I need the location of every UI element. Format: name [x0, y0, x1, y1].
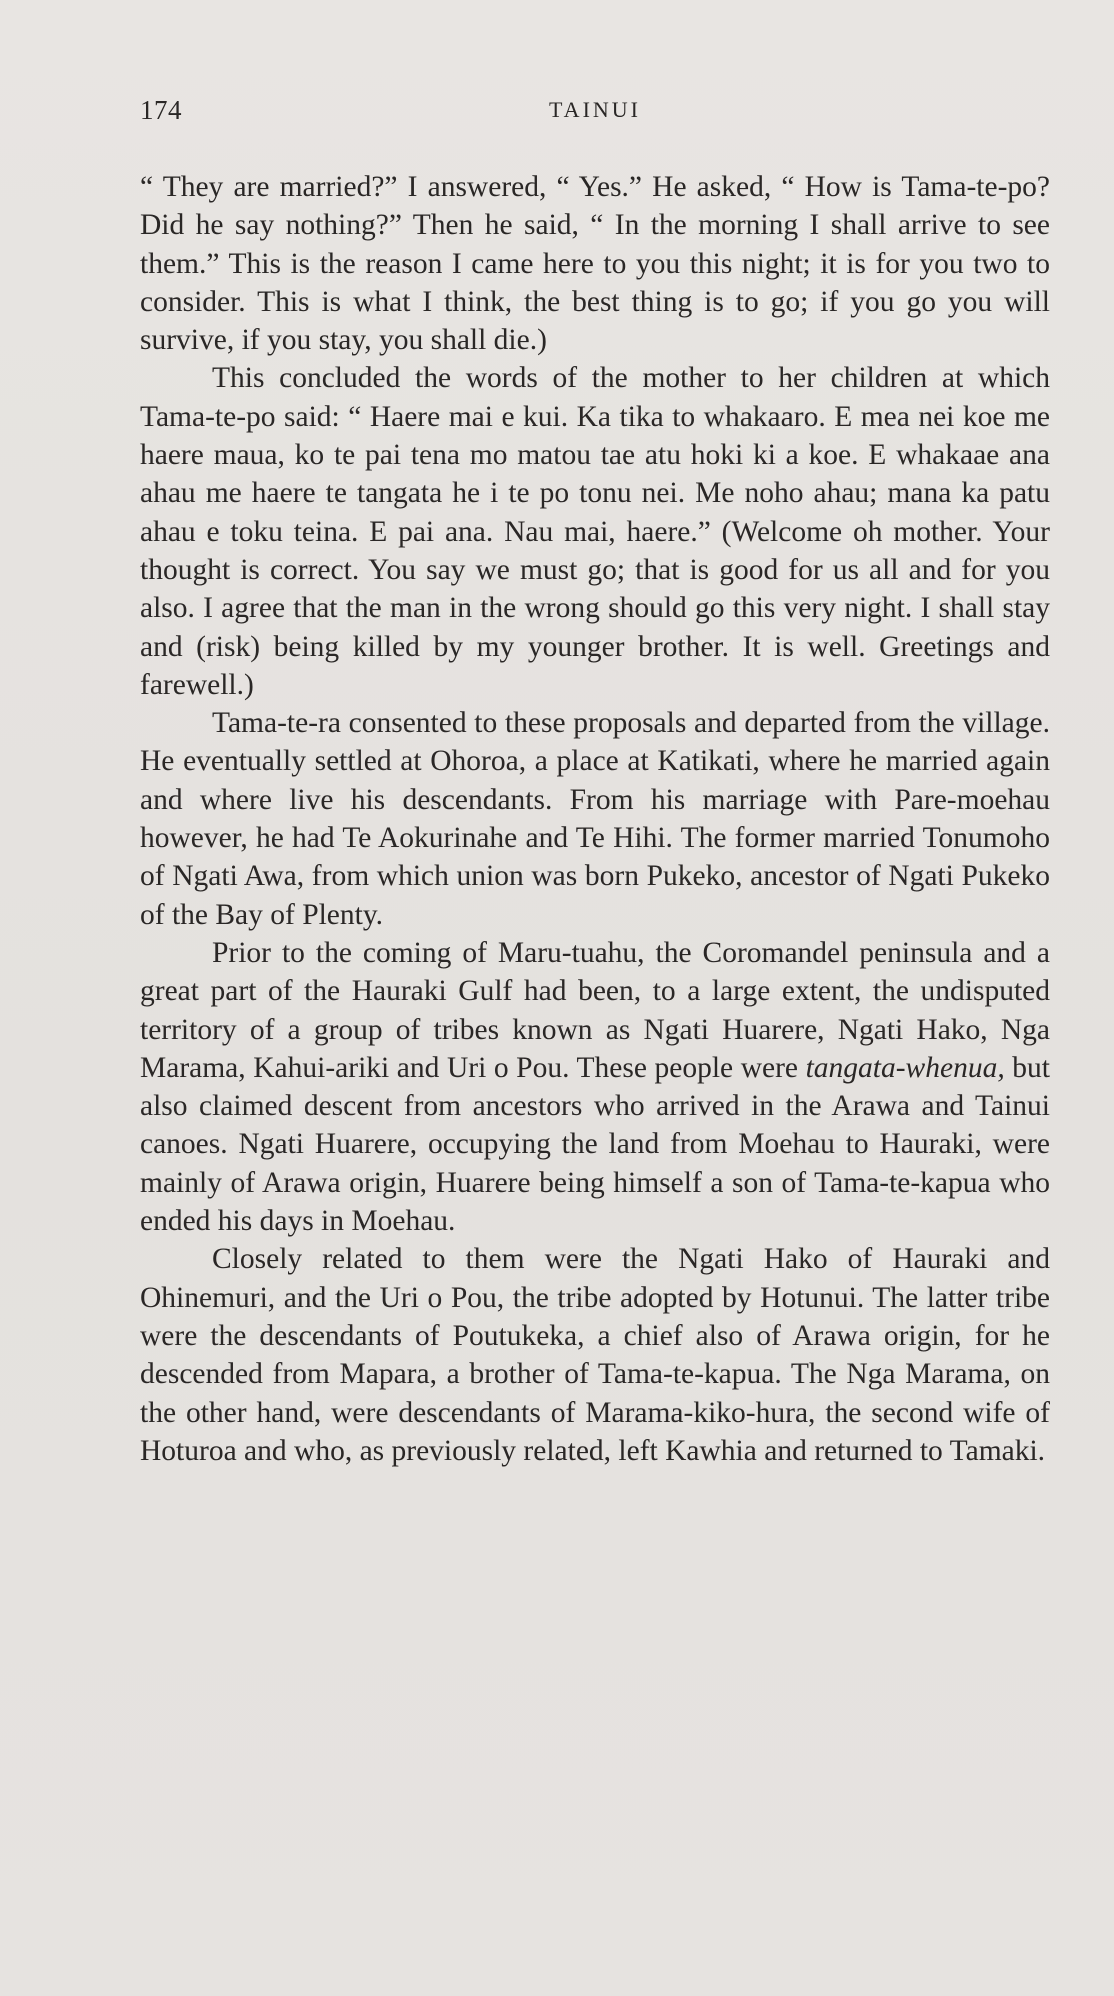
paragraph-text: but also claimed descent from ancestors who arrived in the Arawa and Tainui canoes. Ngati Huarere, occupying the land from Moehau to Hauraki, were mainly of Arawa origin, Huarere being himself a son of Tama-te-kapua who ended his days in Moehau. — [140, 1051, 1050, 1238]
running-title: TAINUI — [549, 97, 641, 122]
paragraph-text: “ They are married?” I answered, “ Yes.” He asked, “ How is Tama-te-po? Did he say nothing?” Then he said, “ In the morning I shall arrive to see them.” This is the reason I came here to you this night; it is for you two to consider. This is what I think, the best thing is to go; if you go you will survive, if you stay, you shall die.) — [140, 171, 1050, 357]
paragraph-tama-te-ra-departure — [140, 704, 1050, 934]
paragraph-text: Prior to the coming of Maru-tuahu, the Coromandel peninsula and a great part of the Hauraki Gulf had been, to a large extent, the undisputed territory of a group of tribes known as Ngati Huarere, Ngati Hako, Nga Marama, Kahui-ariki and Uri o Pou. These people were — [140, 936, 1050, 1084]
paragraph-tama-te-po-reply — [140, 359, 1050, 704]
page-number: 174 — [140, 95, 182, 125]
italic-term: tangata-whenua, — [805, 1051, 1005, 1084]
paragraph-text: Tama-te-ra consented to these proposals and departed from the village. He eventually settled at Ohoroa, a place at Katikati, where he married again and where live his descendants. From his marriage with Pare-moehau however, he had Te Aokurinahe and Te Hihi. The former married Tonumoho of Ngati Awa, from which union was born Pukeko, ancestor of Ngati Pukeko of the Bay of Plenty. — [140, 707, 1050, 931]
paragraph-coromandel-tribes — [140, 934, 1050, 1240]
body-text — [140, 168, 1050, 1470]
paragraph-continued-dialogue — [140, 168, 1050, 359]
paragraph-text: Closely related to them were the Ngati Hako of Hauraki and Ohinemuri, and the Uri o Pou, the tribe adopted by Hotunui. The latter tribe were the descendants of Poutukeka, a chief also of Arawa origin, for he descended from Mapara, a brother of Tama-te-kapua. The Nga Marama, on the other hand, were descendants of Marama-kiko-hura, the second wife of Hoturoa and who, as previously related, left Kawhia and returned to Tamaki. — [140, 1243, 1050, 1467]
paragraph-text: This concluded the words of the mother to her children at which Tama-te-po said: “ Haere mai e kui. Ka tika to whakaaro. E mea nei koe me haere maua, ko te pai tena mo matou tae atu hoki ki a koe. E whakaae ana ahau me haere te tangata he i te po tonu nei. Me noho ahau; mana ka patu ahau e toku teina. E pai ana. Nau mai, haere.” (Welcome oh mother. Your thought is correct. You say we must go; that is good for us all and for you also. I agree that the man in the wrong should go this very night. I shall stay and (risk) being killed by my younger brother. It is well. Greetings and farewell.) — [140, 362, 1050, 701]
paragraph-ngati-hako — [140, 1240, 1050, 1470]
running-head — [140, 95, 1050, 135]
